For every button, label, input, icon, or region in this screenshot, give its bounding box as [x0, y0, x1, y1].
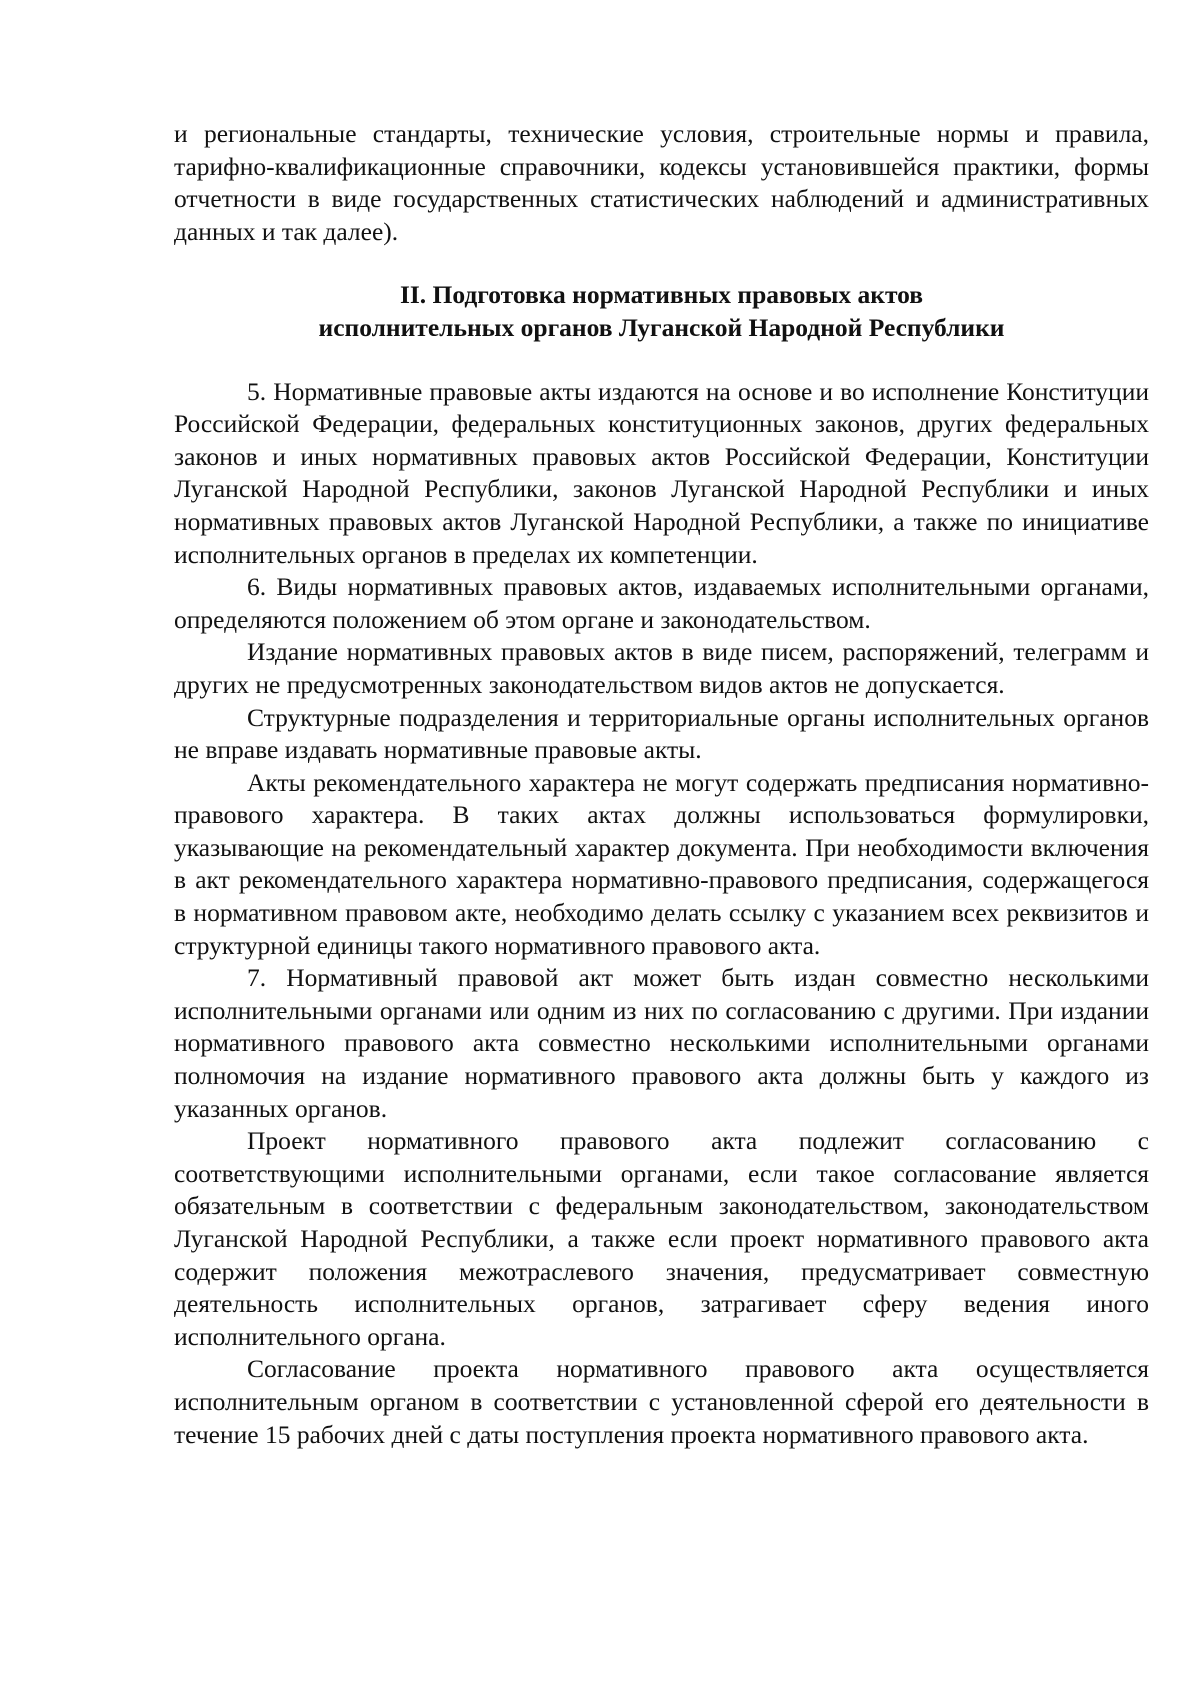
paragraph-7-approval: Проект нормативного правового акта подлежит согласованию с соответствующими исполнительными органами, если такое согласование является обязательным в соответствии с федеральным законодательством, законодательством Луганской Народной Республики, а также если проект нормативного правового акта содержит положения межотраслевого значения, предусматривает совместную деятельность исполнительных органов, затрагивает сферу ведения иного исполнительного органа. — [174, 1126, 1149, 1351]
paragraph-6: 6. Виды нормативных правовых актов, издаваемых исполнительными органами, определяются положением об этом органе и законодательством. — [174, 572, 1149, 634]
paragraph-6-letters: Издание нормативных правовых актов в виде писем, распоряжений, телеграмм и других не предусмотренных законодательством видов актов не допускается. — [174, 637, 1149, 699]
section-heading — [174, 279, 1149, 344]
section-heading-line-2: исполнительных органов Луганской Народной Республики — [318, 312, 1005, 342]
paragraph-7: 7. Нормативный правовой акт может быть издан совместно несколькими исполнительными органами или одним из них по согласованию с другими. При издании нормативного правового акта совместно несколькими исполнительными органами полномочия на издание нормативного правового акта должны быть у каждого из указанных органов. — [174, 963, 1149, 1123]
paragraph-6-recommendations: Акты рекомендательного характера не могут содержать предписания нормативно-правового характера. В таких актах должны использоваться формулировки, указывающие на рекомендательный характер документа. При необходимости включения в акт рекомендательного характера нормативно-правового предписания, содержащегося в нормативном правовом акте, необходимо делать ссылку с указанием всех реквизитов и структурной единицы такого нормативного правового акта. — [174, 767, 1149, 960]
intro-paragraph: и региональные стандарты, технические условия, строительные нормы и правила, тарифно-квалификационные справочники, кодексы установившейся практики, формы отчетности в виде государственных статистических наблюдений и административных данных и так далее). — [174, 119, 1149, 246]
paragraph-7-approval-term: Согласование проекта нормативного правового акта осуществляется исполнительным органом в соответствии с установленной сферой его деятельности в течение 15 рабочих дней с даты поступления проекта нормативного правового акта. — [174, 1354, 1149, 1449]
section-heading-line-1: II. Подготовка нормативных правовых актов — [399, 280, 924, 310]
document-page — [174, 118, 1149, 1451]
paragraph-6-structural-units: Структурные подразделения и территориальные органы исполнительных органов не вправе издавать нормативные правовые акты. — [174, 702, 1149, 765]
paragraph-5: 5. Нормативные правовые акты издаются на основе и во исполнение Конституции Российской Федерации, федеральных конституционных законов, других федеральных законов и иных нормативных правовых актов Российской Федерации, Конституции Луганской Народной Республики, законов Луганской Народной Республики и иных нормативных правовых актов Луганской Народной Республики, а также по инициативе исполнительных органов в пределах их компетенции. — [174, 376, 1149, 569]
